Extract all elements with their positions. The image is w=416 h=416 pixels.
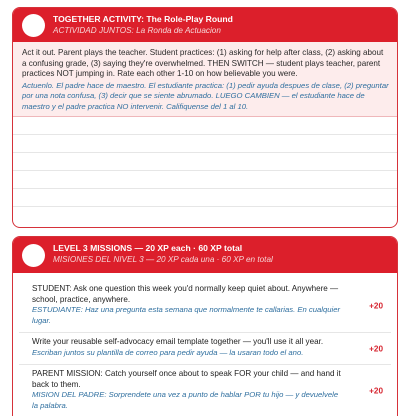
- circle-icon: [22, 14, 45, 37]
- instructions-english: Act it out. Parent plays the teacher. Student practices: (1) asking for help after class, (2) asking about a confusing grade, (3) saying they're overwhelmed. THEN SWITCH — student plays teacher, parent practices NOT jumping in. Rate each other 1-10 on how believable you were.: [22, 48, 384, 79]
- activity-card: [12, 7, 398, 228]
- mission-text-english: PARENT MISSION: Catch yourself once about to speak FOR your child — and hand it back to them.: [32, 369, 341, 389]
- writing-line: [13, 188, 397, 189]
- mission-text-english: Write your reusable self-advocacy email template together — you'll use it all year.: [32, 337, 324, 346]
- missions-card: [12, 236, 398, 416]
- mission-item: [19, 365, 391, 416]
- activity-instructions: [13, 42, 397, 117]
- instructions-spanish: Actuenlo. El padre hace de maestro. El estudiante practica: (1) pedir ayuda despues de clase, (2) preguntar por una nota confusa, (3) decir que se siente abrumado. LUEGO CAMBIEN — el estudiante hace de maestro y el padre practica NO intervenir. Califiquense del 1 al 10.: [22, 80, 389, 111]
- activity-header: [13, 8, 397, 42]
- mission-xp: +20: [369, 386, 383, 396]
- missions-title: LEVEL 3 MISSIONS — 20 XP each · 60 XP total: [53, 243, 243, 253]
- mission-item: [19, 280, 391, 333]
- missions-subtitle: MISIONES DEL NIVEL 3 — 20 XP cada una · 60 XP en total: [53, 255, 273, 264]
- mission-xp: +20: [369, 301, 383, 311]
- writing-lines[interactable]: [13, 117, 397, 227]
- mission-text-spanish: Escriban juntos su plantilla de correo para pedir ayuda — la usaran todo el ano.: [32, 347, 304, 357]
- activity-subtitle: ACTIVIDAD JUNTOS: La Ronda de Actuacion: [53, 26, 221, 35]
- mission-text-spanish: MISION DEL PADRE: Sorprendete una vez a punto de hablar POR tu hijo — y devuelvele la palabra.: [32, 390, 339, 410]
- writing-line: [13, 134, 397, 135]
- writing-line: [13, 206, 397, 207]
- missions-header: [13, 237, 397, 273]
- mission-text-english: STUDENT: Ask one question this week you'd normally keep quiet about. Anywhere — school, practice, anywhere.: [32, 284, 339, 304]
- circle-icon: [22, 244, 45, 267]
- writing-line: [13, 170, 397, 171]
- mission-text-spanish: ESTUDIANTE: Haz una pregunta esta semana que normalmente te callarias. En cualquier lugar.: [32, 305, 341, 325]
- activity-title: TOGETHER ACTIVITY: The Role-Play Round: [53, 14, 233, 24]
- writing-line: [13, 152, 397, 153]
- mission-xp: +20: [369, 344, 383, 353]
- mission-item: [19, 333, 391, 365]
